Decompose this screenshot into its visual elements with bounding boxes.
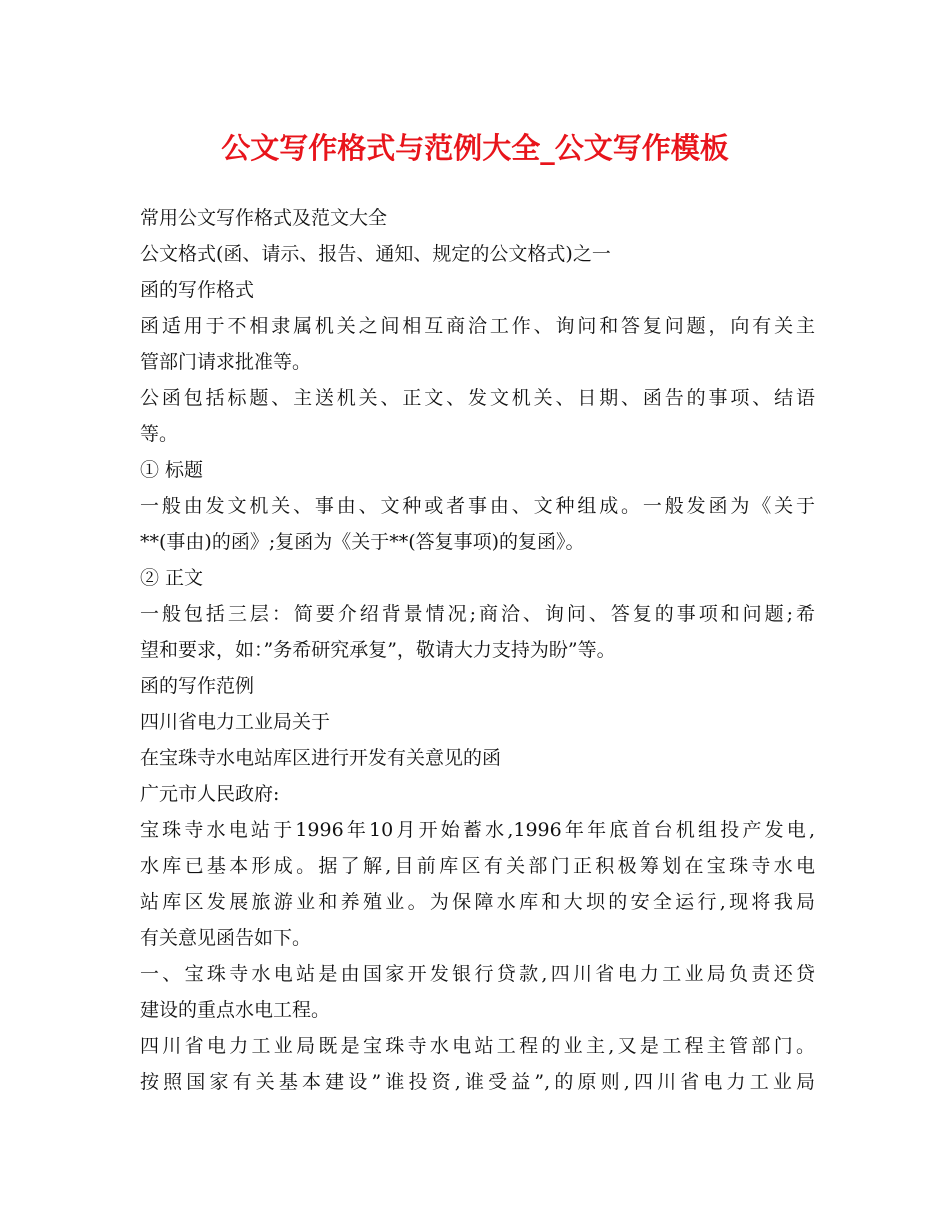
body-line: 广元市人民政府:	[140, 783, 280, 805]
body-line: 公文格式(函、请示、报告、通知、规定的公文格式)之一	[140, 243, 611, 265]
body-line: **(事由)的函》;复函为《关于**(答复事项)的复函》。	[140, 531, 585, 553]
body-line: ① 标题	[140, 459, 204, 481]
body-line: 一、宝珠寺水电站是由国家开发银行贷款,四川省电力工业局负责还贷	[140, 963, 815, 985]
body-line: 在宝珠寺水电站库区进行开发有关意见的函	[140, 747, 502, 769]
body-line: 望和要求，如：”务希研究承复”，敬请大力支持为盼”等。	[140, 639, 616, 661]
body-line: 函适用于不相隶属机关之间相互商洽工作、询问和答复问题，向有关主	[140, 315, 815, 337]
body-line: 按照国家有关基本建设”谁投资,谁受益”,的原则,四川省电力工业局	[140, 1071, 815, 1093]
body-line: 常用公文写作格式及范文大全	[140, 207, 388, 229]
body-line: 四川省电力工业局关于	[140, 711, 331, 733]
body-line: 等。	[140, 423, 179, 445]
body-line: 函的写作格式	[140, 279, 255, 301]
body-line: 公函包括标题、主送机关、正文、发文机关、日期、函告的事项、结语	[140, 387, 815, 409]
body-line: ② 正文	[140, 567, 204, 589]
body-line: 一般由发文机关、事由、文种或者事由、文种组成。一般发函为《关于	[140, 495, 815, 517]
document-title: 公文写作格式与范例大全_公文写作模板	[221, 131, 729, 165]
body-line: 站库区发展旅游业和养殖业。为保障水库和大坝的安全运行,现将我局	[140, 891, 815, 913]
body-line: 水库已基本形成。据了解,目前库区有关部门正积极筹划在宝珠寺水电	[140, 855, 815, 877]
body-line: 一般包括三层：简要介绍背景情况;商洽、询问、答复的事项和问题;希	[140, 603, 815, 625]
body-line: 有关意见函告如下。	[140, 927, 312, 949]
body-line: 管部门请求批准等。	[140, 351, 312, 373]
document-body	[140, 200, 815, 1100]
body-line: 建设的重点水电工程。	[140, 999, 331, 1021]
body-line: 函的写作范例	[140, 675, 255, 697]
body-line: 宝珠寺水电站于1996年10月开始蓄水,1996年年底首台机组投产发电,	[140, 819, 815, 841]
body-line: 四川省电力工业局既是宝珠寺水电站工程的业主,又是工程主管部门。	[140, 1035, 815, 1057]
